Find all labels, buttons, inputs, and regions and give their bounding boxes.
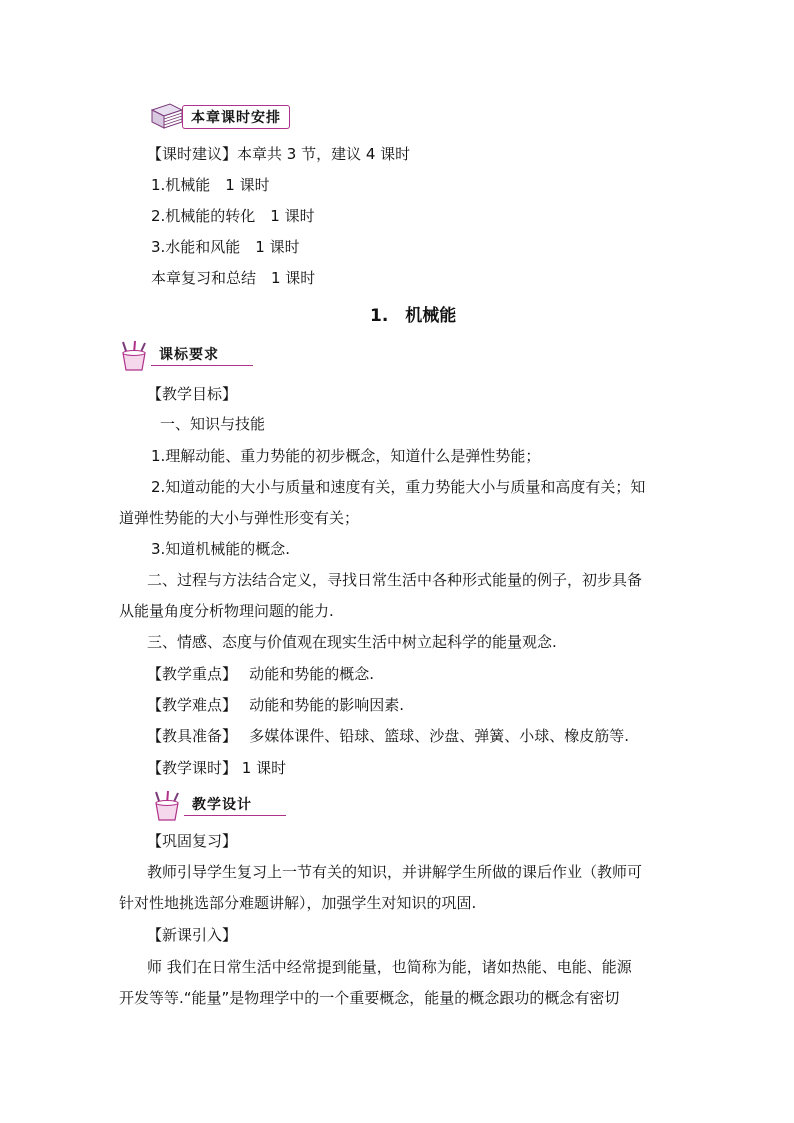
goals-knowledge-2-line-1: 2.知道动能的大小与质量和速度有关，重力势能大小与质量和高度有关；知 [151,478,646,496]
schedule-badge [148,102,318,132]
schedule-item-1: 1.机械能 1 课时 [151,176,270,194]
materials: 【教具准备】 多媒体课件、铅球、篮球、沙盘、弹簧、小球、橡皮筋等. [147,727,630,745]
class-hours: 【教学课时】 1 课时 [147,759,287,777]
key-points: 【教学重点】 动能和势能的概念. [147,665,375,683]
intro-line-2: 开发等等.“能量”是物理学中的一个重要概念，能量的概念跟功的概念有密切 [119,989,620,1007]
schedule-badge-label: 本章课时安排 [182,105,290,129]
books-icon [148,102,186,132]
standards-badge [117,340,257,370]
review-heading: 【巩固复习】 [147,832,238,850]
goals-part-2-line-2: 从能量角度分析物理问题的能力. [119,602,334,620]
schedule-review: 本章复习和总结 1 课时 [151,269,316,287]
section-title: 1. 机械能 [370,306,457,326]
difficulties: 【教学难点】 动能和势能的影响因素. [147,696,405,714]
review-line-1: 教师引导学生复习上一节有关的知识，并讲解学生所做的课后作业（教师可 [147,863,643,881]
goals-knowledge-2-line-2: 道弹性势能的大小与弹性形变有关； [119,509,360,527]
goals-heading: 【教学目标】 [147,385,238,403]
goals-part-2-line-1: 二、过程与方法结合定义，寻找日常生活中各种形式能量的例子，初步具备 [147,571,643,589]
intro-line-1: 师 我们在日常生活中经常提到能量，也简称为能，诸如热能、电能、能源 [147,958,632,976]
goals-knowledge-1: 1.理解动能、重力势能的初步概念，知道什么是弹性势能； [151,447,541,465]
goals-knowledge-3: 3.知道机械能的概念. [151,540,291,558]
standards-badge-label: 课标要求 [151,343,253,366]
schedule-suggestion: 【课时建议】本章共 3 节，建议 4 课时 [147,145,411,163]
design-badge [150,790,290,820]
goals-part-3: 三、情感、态度与价值观在现实生活中树立起科学的能量观念. [147,633,557,651]
pen-cup-icon [117,340,151,372]
schedule-item-2: 2.机械能的转化 1 课时 [151,207,315,225]
design-badge-label: 教学设计 [184,793,286,816]
pen-cup-icon [150,790,184,822]
schedule-item-3: 3.水能和风能 1 课时 [151,238,300,256]
intro-heading: 【新课引入】 [147,926,238,944]
goals-part-1: 一、知识与技能 [160,415,266,433]
review-line-2: 针对性地挑选部分难题讲解），加强学生对知识的巩固. [119,894,477,912]
